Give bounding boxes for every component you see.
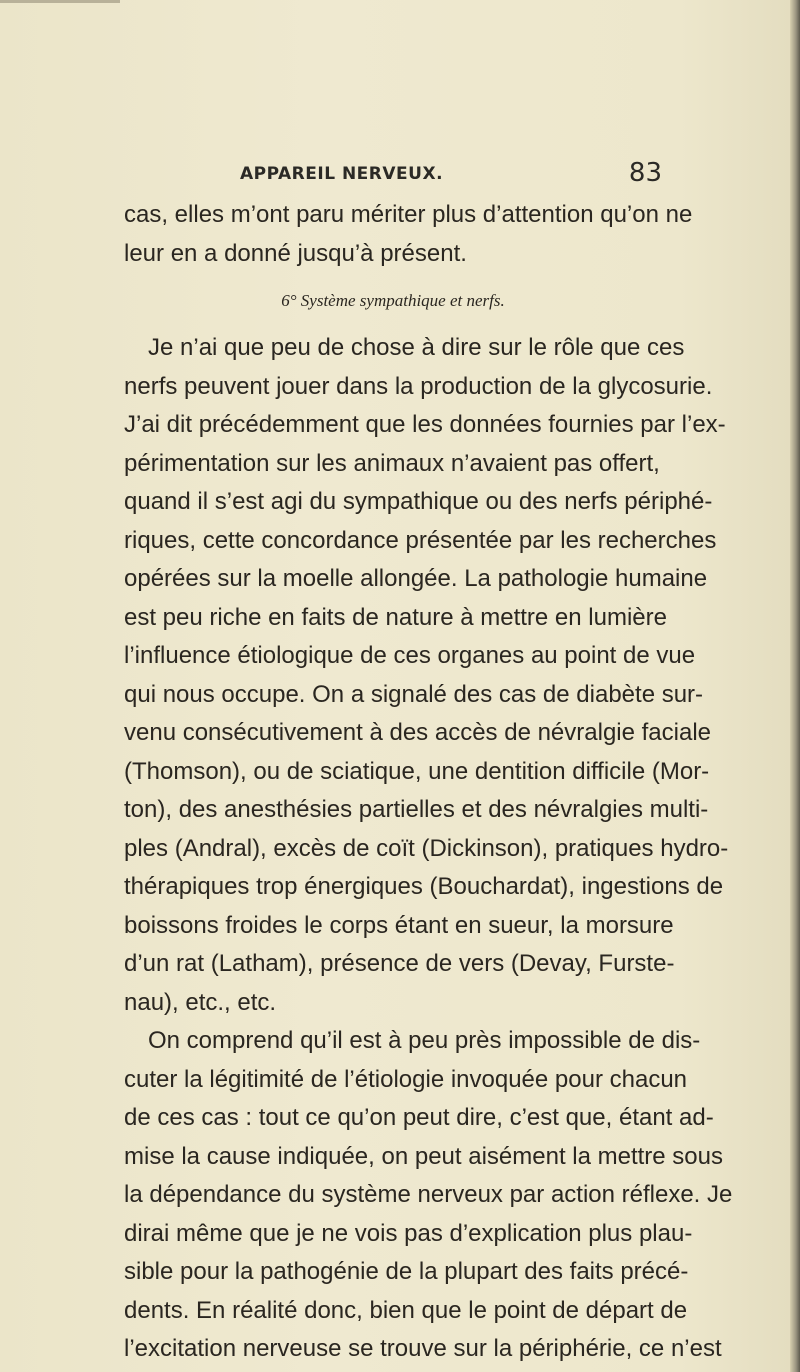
paragraph (124, 329, 729, 1022)
text-line: l’excitation nerveuse se trouve sur la périphérie, ce n’est (124, 1335, 722, 1362)
text-line: qui nous occupe. On a signalé des cas de diabète sur- (124, 680, 704, 708)
text-line: cuter la légitimité de l’étiologie invoquée pour chacun (124, 1065, 688, 1093)
text-line: venu consécutivement à des accès de névralgie faciale (124, 719, 712, 746)
text-line: de ces cas : tout ce qu’on peut dire, c’est que, étant ad- (124, 1104, 714, 1131)
text-line: Je n’ai que peu de chose à dire sur le rôle que ces (148, 334, 685, 361)
text-line: nau), etc., etc. (124, 988, 277, 1016)
section-title: 6° Système sympathique et nerfs. (281, 291, 505, 310)
text-line: thérapiques trop énergiques (Bouchardat), ingestions de (124, 873, 724, 900)
text-line: riques, cette concordance présentée par les recherches (124, 526, 717, 554)
page-number: 83 (628, 158, 662, 188)
text-line: la dépendance du système nerveux par action réflexe. Je (124, 1181, 733, 1208)
page-header (240, 158, 662, 188)
text-line: (Thomson), ou de sciatique, une dentition difficile (Mor- (124, 757, 710, 785)
text-line: mise la cause indiquée, on peut aisément la mettre sous (124, 1142, 724, 1170)
paragraph (124, 1022, 733, 1369)
text-line: nerfs peuvent jouer dans la production de la glycosurie. (124, 372, 713, 400)
text-line: ples (Andral), excès de coït (Dickinson), pratiques hydro- (124, 834, 729, 862)
text-line: opérées sur la moelle allongée. La pathologie humaine (124, 565, 708, 592)
text-line: dents. En réalité donc, bien que le point de départ de (124, 1296, 688, 1324)
running-head: APPAREIL NERVEUX. (240, 164, 444, 184)
page-edge-shadow (790, 0, 800, 1372)
text-line: quand il s’est agi du sympathique ou des nerfs périphé- (124, 488, 713, 515)
text-line: ton), des anesthésies partielles et des névralgies multi- (124, 796, 709, 823)
text-line: cas, elles m’ont paru mériter plus d’attention qu’on ne (124, 201, 693, 228)
text-line: sible pour la pathogénie de la plupart des faits précé- (124, 1258, 689, 1285)
text-line: est peu riche en faits de nature à mettre en lumière (124, 603, 667, 631)
text-line: dirai même que je ne vois pas d’explication plus plau- (124, 1219, 693, 1247)
text-line: On comprend qu’il est à peu près impossible de dis- (148, 1027, 701, 1054)
text-line: l’influence étiologique de ces organes au point de vue (124, 642, 696, 669)
text-line: d’un rat (Latham), présence de vers (Devay, Furste- (124, 950, 675, 977)
page-edge-top (0, 0, 120, 3)
text-line: périmentation sur les animaux n’avaient pas offert, (124, 449, 660, 477)
text-line: leur en a donné jusqu’à présent. (124, 239, 467, 267)
text-line: boissons froides le corps étant en sueur, la morsure (124, 911, 674, 939)
text-line: J’ai dit précédemment que les données fournies par l’ex- (124, 411, 726, 438)
body-text (124, 196, 733, 1369)
